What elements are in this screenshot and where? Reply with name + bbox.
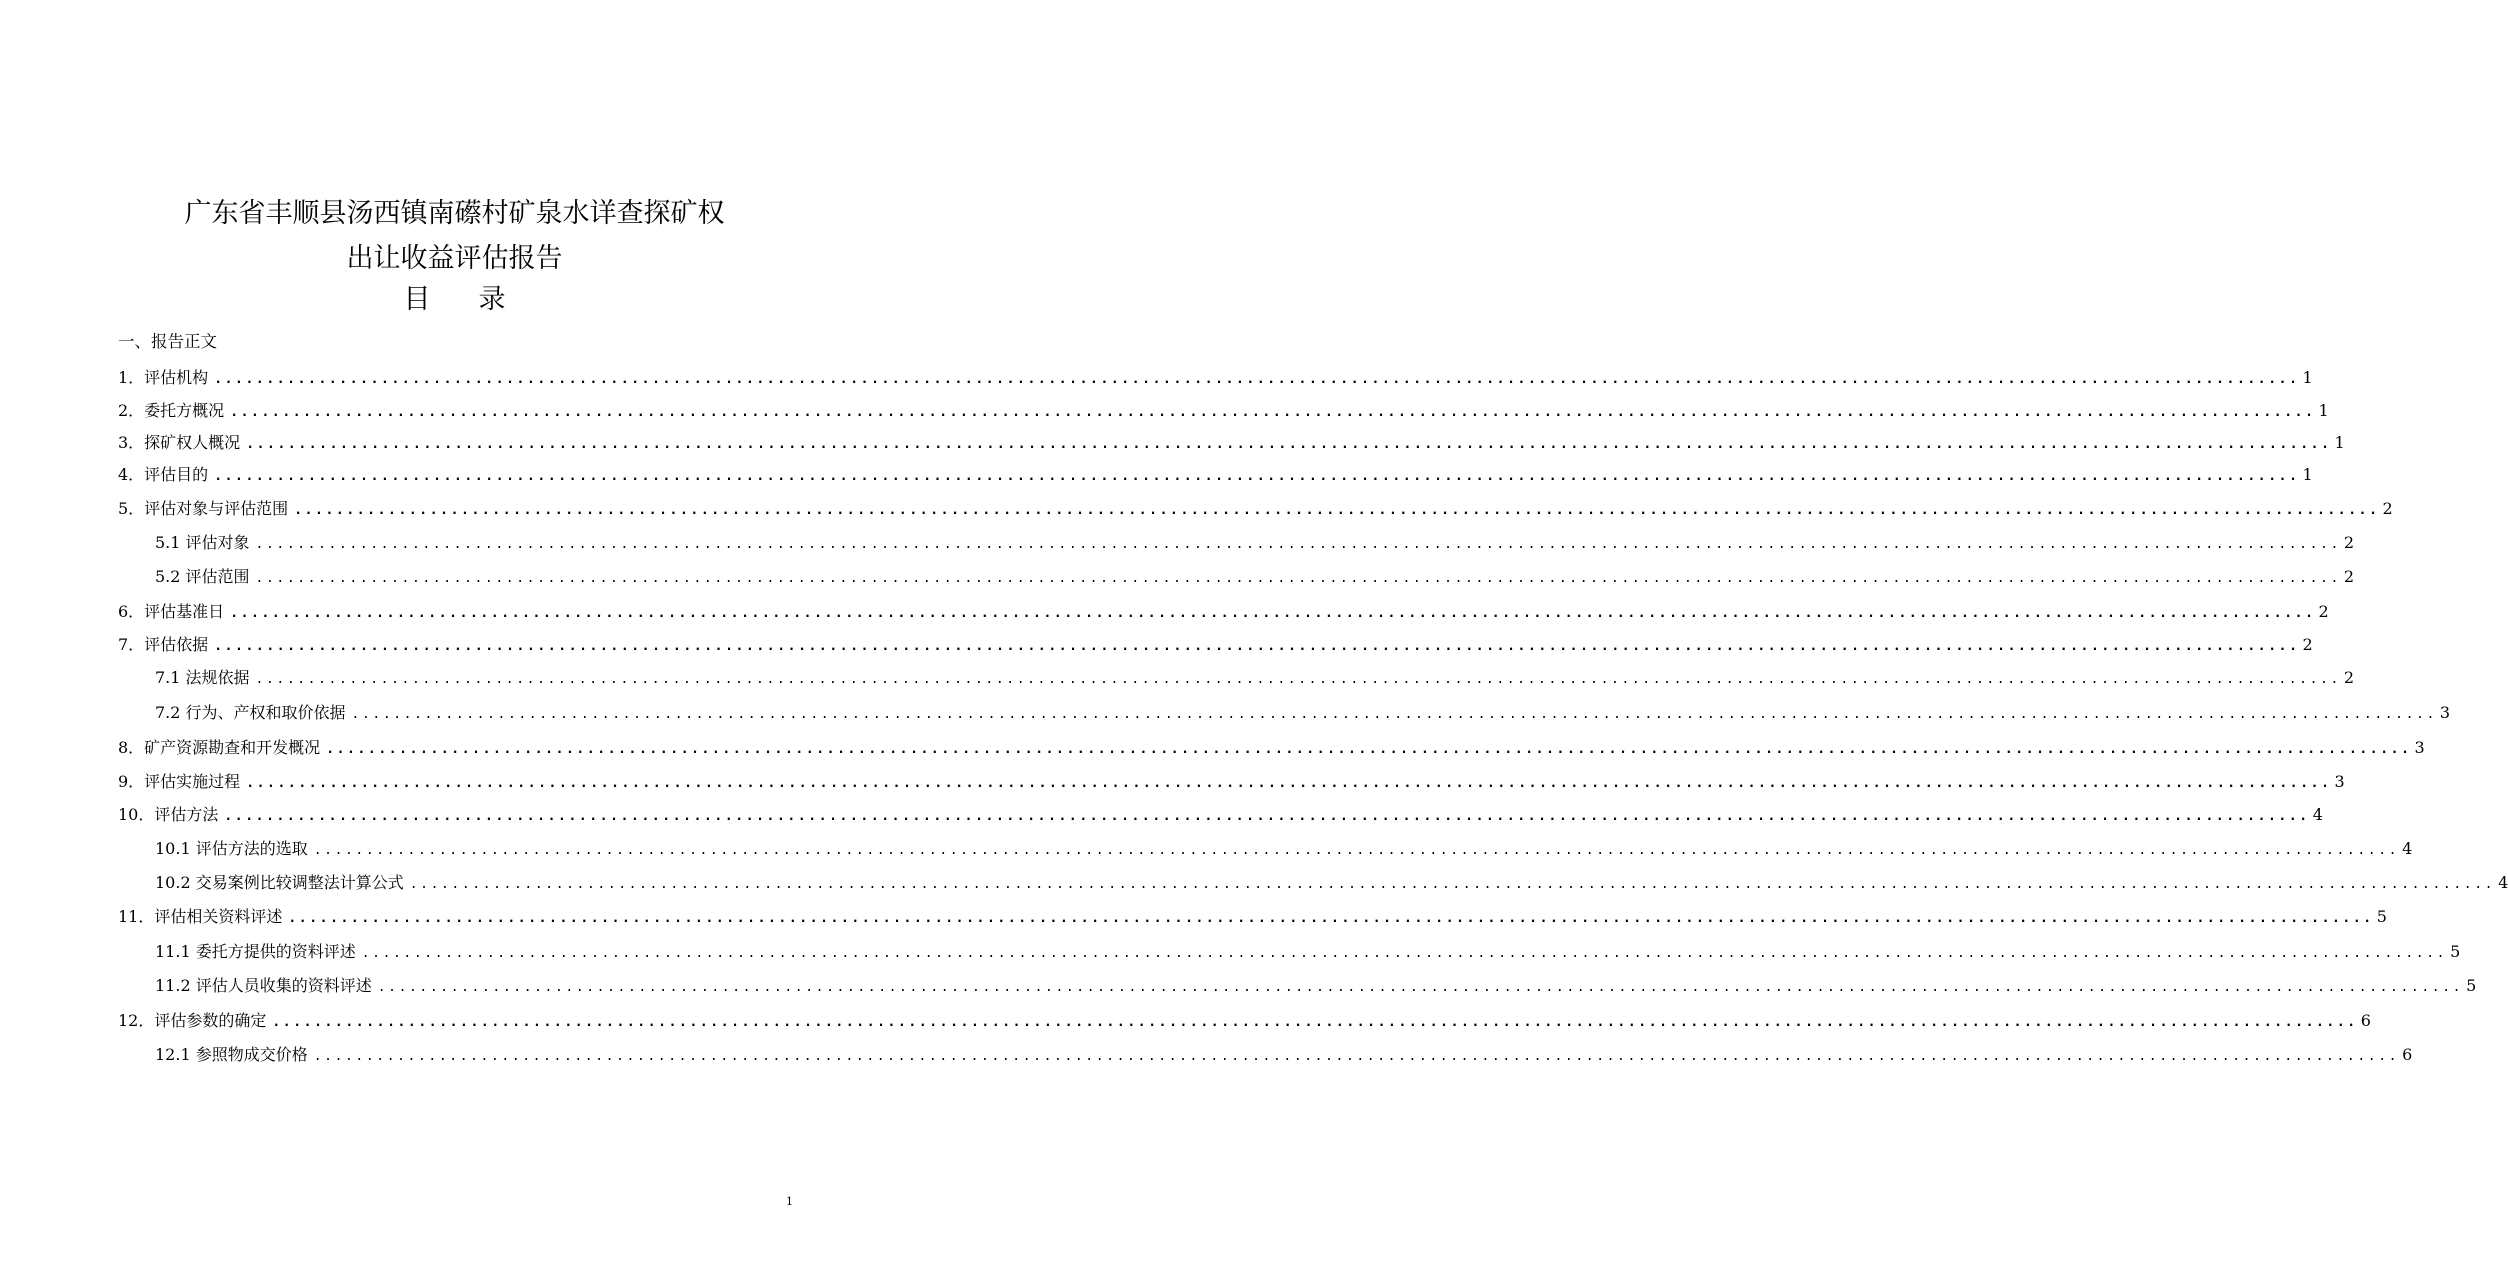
- toc-entry-label: 4．评估目的: [118, 465, 209, 484]
- toc-entry[interactable]: [118, 600, 2329, 624]
- page-number: 1: [786, 1195, 793, 1208]
- toc-entry-label: 10．评估方法: [118, 805, 219, 824]
- toc-dot-leader: ........................................................................................................................................................................................................: [255, 537, 2341, 552]
- toc-dot-leader: ........................................................................................................................................................................................................: [230, 606, 2316, 621]
- toc-entry-page: 2: [2318, 602, 2329, 621]
- toc-entry-label: 7.2 行为、产权和取价依据: [155, 703, 346, 722]
- toc-entry-label: 8．矿产资源勘查和开发概况: [118, 738, 321, 757]
- toc-entry-label: 5.2 评估范围: [155, 567, 250, 586]
- toc-entry-page: 1: [2302, 368, 2313, 387]
- toc-entry-label: 7.1 法规依据: [155, 668, 250, 687]
- toc-entry-label: 1．评估机构: [118, 368, 209, 387]
- toc-entry-page: 4: [2498, 873, 2508, 892]
- toc-dot-leader: ........................................................................................................................................................................................................: [294, 503, 2380, 518]
- toc-entry-label: 5．评估对象与评估范围: [118, 499, 289, 518]
- toc-dot-leader: ........................................................................................................................................................................................................: [361, 946, 2448, 961]
- toc-dot-leader: ........................................................................................................................................................................................................: [351, 707, 2437, 722]
- toc-entry[interactable]: [155, 565, 2355, 589]
- toc-entry[interactable]: [118, 803, 2323, 827]
- toc-entry-page: 2: [2343, 668, 2355, 687]
- toc-dot-leader: ........................................................................................................................................................................................................: [224, 809, 2310, 824]
- toc-entry[interactable]: [118, 770, 2345, 794]
- toc-dot-leader: ........................................................................................................................................................................................................: [246, 776, 2332, 791]
- toc-dot-leader: ........................................................................................................................................................................................................: [255, 672, 2341, 687]
- toc-entry-page: 3: [2334, 772, 2345, 791]
- toc-dot-leader: ........................................................................................................................................................................................................: [230, 405, 2316, 420]
- toc-entry-label: 10.2 交易案例比较调整法计算公式: [155, 873, 404, 892]
- toc-entry-page: 5: [2466, 976, 2477, 995]
- report-title-line-1: 广东省丰顺县汤西镇南礤村矿泉水详查探矿权: [184, 198, 725, 229]
- toc-title-char-1: 目: [403, 284, 431, 315]
- toc-entry-page: 2: [2343, 567, 2355, 586]
- toc-entry-page: 6: [2402, 1045, 2413, 1064]
- toc-dot-leader: ........................................................................................................................................................................................................: [214, 639, 2300, 654]
- toc-dot-leader: ........................................................................................................................................................................................................: [313, 843, 2400, 858]
- toc-dot-leader: ........................................................................................................................................................................................................: [326, 742, 2412, 757]
- toc-entry-page: 3: [2414, 738, 2425, 757]
- toc-entry-page: 5: [2376, 907, 2387, 926]
- toc-entry[interactable]: [118, 366, 2313, 390]
- toc-entry-page: 1: [2318, 401, 2329, 420]
- toc-entry-label: 6．评估基准日: [118, 602, 225, 621]
- toc-entry[interactable]: [155, 531, 2355, 555]
- toc-entry-page: 4: [2402, 839, 2413, 858]
- toc-entry-page: 1: [2334, 433, 2345, 452]
- toc-entry-label: 10.1 评估方法的选取: [155, 839, 308, 858]
- toc-entry[interactable]: [118, 463, 2313, 487]
- toc-entry-page: 6: [2360, 1011, 2371, 1030]
- toc-dot-leader: ........................................................................................................................................................................................................: [246, 437, 2332, 452]
- toc-entry[interactable]: [155, 871, 2508, 895]
- toc-entry-page: 2: [2343, 533, 2355, 552]
- toc-dot-leader: ........................................................................................................................................................................................................: [214, 469, 2300, 484]
- toc-entry-label: 3．探矿权人概况: [118, 433, 241, 452]
- section-heading: 一、报告正文: [118, 332, 217, 351]
- toc-entry-label: 11.1 委托方提供的资料评述: [155, 942, 356, 961]
- toc-entry-page: 2: [2382, 499, 2393, 518]
- toc-entry[interactable]: [155, 701, 2451, 725]
- toc-entry-page: 3: [2439, 703, 2451, 722]
- toc-dot-leader: ........................................................................................................................................................................................................: [255, 571, 2341, 586]
- toc-entry-label: 12．评估参数的确定: [118, 1011, 267, 1030]
- toc-title-char-2: 录: [478, 284, 506, 315]
- toc-entry-page: 1: [2302, 465, 2313, 484]
- toc-title: [0, 283, 909, 317]
- toc-entry[interactable]: [155, 666, 2355, 690]
- toc-entry-label: 7．评估依据: [118, 635, 209, 654]
- toc-entry[interactable]: [118, 497, 2393, 521]
- toc-entry[interactable]: [118, 736, 2425, 760]
- report-title-line-2: 出让收益评估报告: [346, 243, 563, 274]
- toc-entry-label: 11．评估相关资料评述: [118, 907, 283, 926]
- toc-entry-label: 2．委托方概况: [118, 401, 225, 420]
- toc-dot-leader: ........................................................................................................................................................................................................: [377, 980, 2464, 995]
- toc-dot-leader: ........................................................................................................................................................................................................: [214, 372, 2300, 387]
- toc-entry[interactable]: [155, 1043, 2413, 1067]
- toc-dot-leader: ........................................................................................................................................................................................................: [313, 1049, 2400, 1064]
- toc-entry[interactable]: [155, 837, 2413, 861]
- toc-entry[interactable]: [155, 940, 2461, 964]
- toc-entry-label: 5.1 评估对象: [155, 533, 250, 552]
- toc-entry[interactable]: [118, 399, 2329, 423]
- toc-entry-label: 12.1 参照物成交价格: [155, 1045, 308, 1064]
- toc-entry-label: 11.2 评估人员收集的资料评述: [155, 976, 372, 995]
- toc-dot-leader: ........................................................................................................................................................................................................: [288, 911, 2374, 926]
- toc-entry[interactable]: [118, 633, 2313, 657]
- toc-entry-label: 9．评估实施过程: [118, 772, 241, 791]
- toc-entry-page: 5: [2450, 942, 2461, 961]
- toc-entry-page: 2: [2302, 635, 2313, 654]
- toc-entry[interactable]: [118, 431, 2345, 455]
- toc-entry[interactable]: [118, 1009, 2371, 1033]
- toc-dot-leader: ........................................................................................................................................................................................................: [409, 877, 2496, 892]
- toc-entry[interactable]: [118, 905, 2387, 929]
- toc-entry-page: 4: [2312, 805, 2323, 824]
- toc-entry[interactable]: [155, 974, 2477, 998]
- toc-dot-leader: ........................................................................................................................................................................................................: [272, 1015, 2358, 1030]
